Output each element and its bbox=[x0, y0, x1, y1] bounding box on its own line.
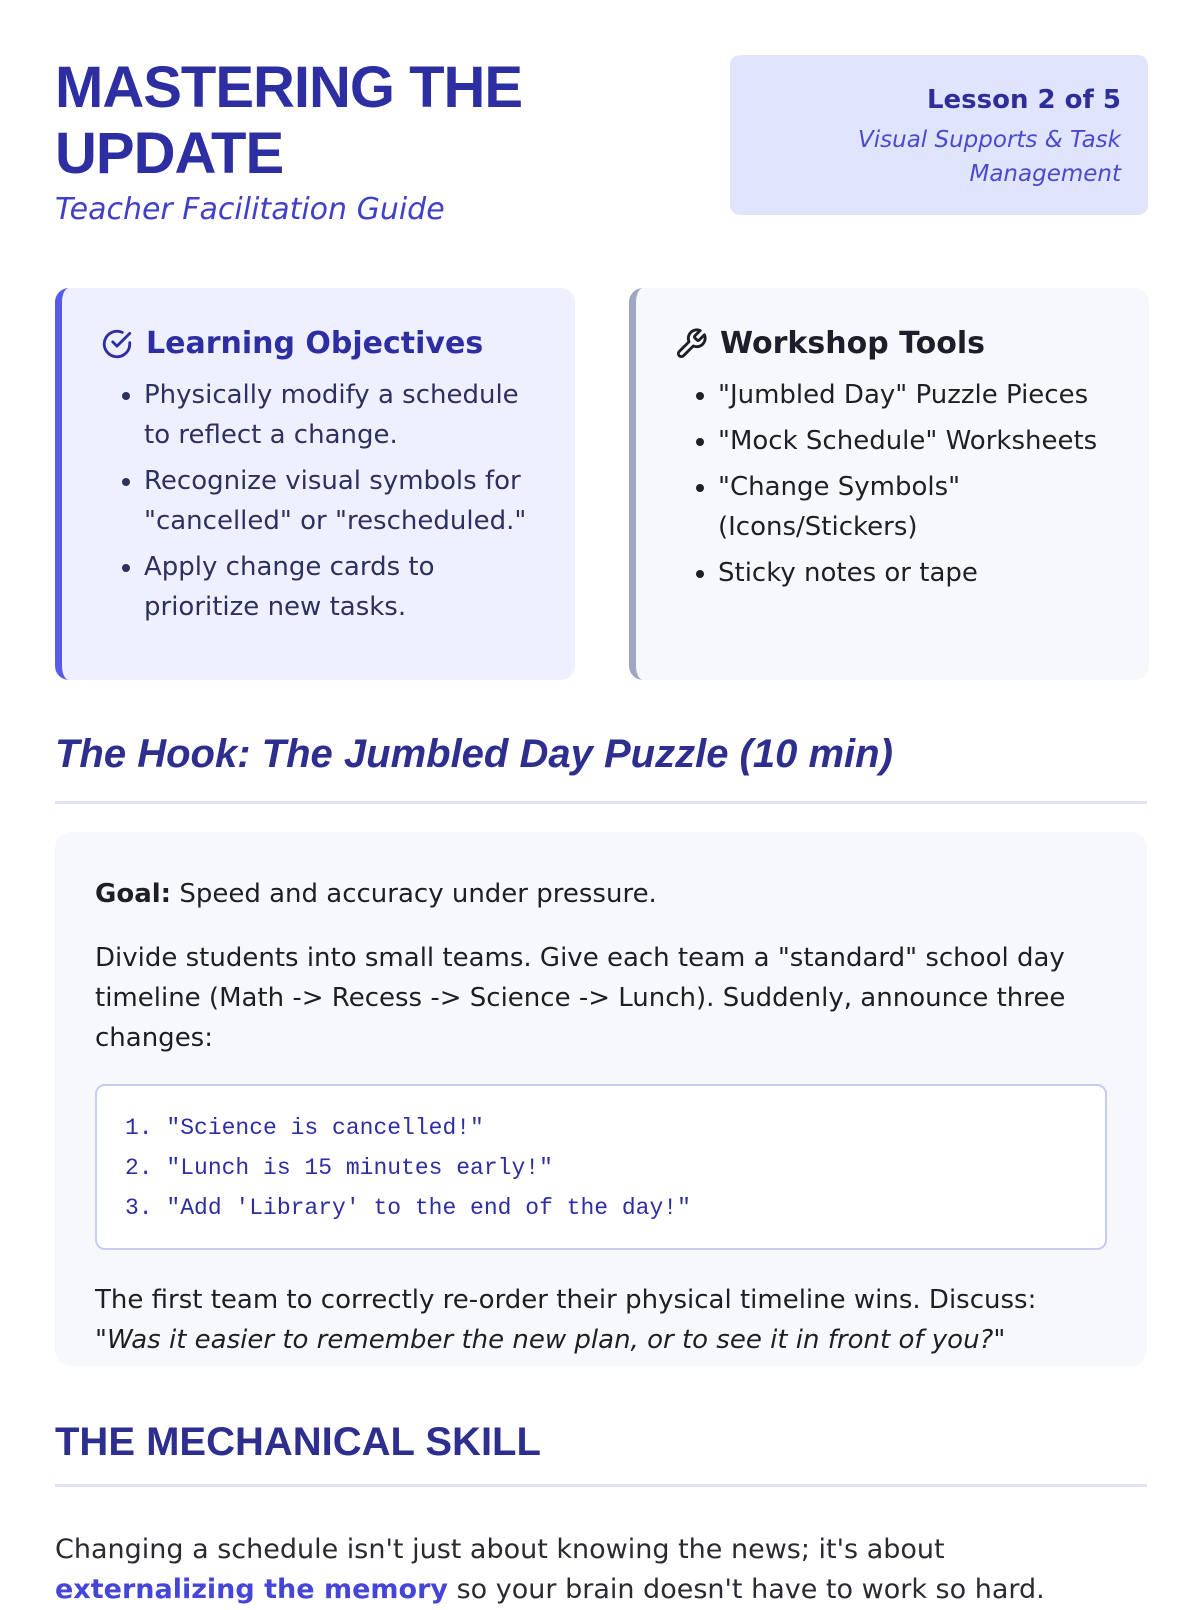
list-item: • "Mock Schedule" Worksheets bbox=[718, 421, 1115, 461]
mechanical-text bbox=[55, 1530, 1147, 1610]
list-item: • Apply change cards to prioritize new tasks. bbox=[144, 547, 541, 627]
objectives-card bbox=[55, 288, 575, 680]
divider bbox=[55, 1484, 1147, 1487]
hook-panel bbox=[55, 832, 1147, 1366]
goal-text: Speed and accuracy under pressure. bbox=[171, 879, 657, 909]
mechanical-heading: THE MECHANICAL SKILL bbox=[55, 1420, 541, 1464]
list-item: • "Jumbled Day" Puzzle Pieces bbox=[718, 375, 1115, 415]
list-item: • Recognize visual symbols for "cancelled" or "rescheduled." bbox=[144, 461, 541, 541]
change-item: 2. "Lunch is 15 minutes early!" bbox=[125, 1155, 553, 1181]
objectives-title: Learning Objectives bbox=[146, 326, 484, 361]
lesson-badge bbox=[730, 55, 1148, 215]
lesson-number: Lesson 2 of 5 bbox=[926, 85, 1121, 115]
tools-list bbox=[674, 375, 1115, 593]
discussion-quote: "Was it easier to remember the new plan, or to see it in front of you?" bbox=[95, 1325, 1006, 1355]
list-item: • "Change Symbols" (Icons/Stickers) bbox=[718, 467, 1115, 547]
lesson-topic: Visual Supports & Task Management bbox=[858, 127, 1121, 187]
mechanical-highlight: externalizing the memory bbox=[55, 1574, 449, 1605]
tools-title: Workshop Tools bbox=[720, 326, 985, 361]
change-item: 1. "Science is cancelled!" bbox=[125, 1115, 484, 1141]
tools-card bbox=[629, 288, 1149, 680]
list-item: • Sticky notes or tape bbox=[718, 553, 1115, 593]
objectives-list bbox=[100, 375, 541, 627]
change-item: 3. "Add 'Library' to the end of the day!" bbox=[125, 1195, 691, 1221]
hook-intro: Divide students into small teams. Give each team a "standard" school day timeline (Math -> Recess -> Science -> Lunch). Suddenly, announce three changes: bbox=[95, 943, 1066, 1053]
divider bbox=[55, 801, 1147, 804]
list-item: • Physically modify a schedule to reflect a change. bbox=[144, 375, 541, 455]
hook-heading: The Hook: The Jumbled Day Puzzle (10 min) bbox=[55, 732, 893, 776]
check-circle-icon bbox=[100, 327, 134, 361]
page-subtitle: Teacher Facilitation Guide bbox=[55, 192, 445, 227]
overview-cards bbox=[55, 288, 1147, 680]
mechanical-text-start: Changing a schedule isn't just about knowing the news; it's about bbox=[55, 1534, 945, 1565]
wrench-icon bbox=[674, 327, 708, 361]
guide-page bbox=[55, 0, 1147, 1605]
hook-outro-text: The first team to correctly re-order their physical timeline wins. Discuss: bbox=[95, 1285, 1037, 1315]
hook-outro bbox=[95, 1280, 1107, 1360]
mechanical-text-end: so your brain doesn't have to work so hard. bbox=[448, 1574, 1045, 1605]
goal-line bbox=[95, 874, 1107, 914]
change-announcements bbox=[95, 1084, 1107, 1250]
page-title: MASTERING THE UPDATE bbox=[55, 55, 523, 186]
goal-label: Goal: bbox=[95, 879, 172, 909]
header bbox=[55, 0, 1147, 260]
